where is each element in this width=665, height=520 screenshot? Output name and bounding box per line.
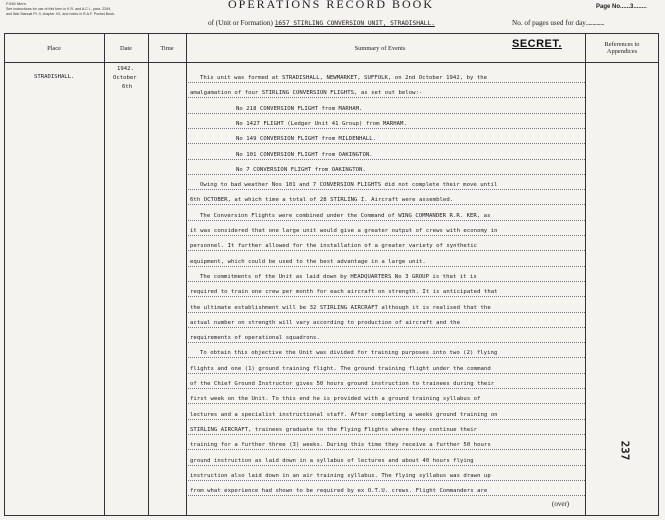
summary-line: amalgamation of four STIRLING CONVERSION FLIGHTS, as set out below:- bbox=[190, 90, 423, 97]
summary-line: of the Chief Ground Instructor gives 50 hours ground instruction to trainees during their bbox=[190, 381, 495, 387]
summary-references-divider bbox=[585, 33, 586, 516]
form-title: OPERATIONS RECORD BOOK bbox=[228, 0, 435, 11]
summary-line: 6th OCTOBER, at which time a total of 28 STIRLING I. Aircraft were assembled. bbox=[190, 197, 454, 204]
summary-line: No 149 CONVERSION FLIGHT from MILDENHALL. bbox=[236, 136, 377, 143]
ruled-line bbox=[188, 174, 585, 175]
pages-used-dots: .............. bbox=[585, 19, 605, 27]
summary-line: To obtain this objective the Unit was divided for training purposes into two (2) flying bbox=[200, 350, 498, 357]
summary-line: it was considered that one large unit would give a greater output of crews with economy in bbox=[190, 228, 498, 234]
summary-line: No 218 CONVERSION FLIGHT from MARHAM. bbox=[236, 105, 363, 112]
summary-line: actual number on strength will vary according to production of aircraft and the bbox=[190, 319, 460, 326]
summary-line: equipment, which could be used to the best advantage in a large unit. bbox=[190, 258, 426, 265]
summary-line: No 7 CONVERSION FLIGHT from OAKINGTON. bbox=[236, 166, 366, 173]
pages-used bbox=[512, 19, 604, 27]
over-note: (over) bbox=[552, 500, 570, 508]
ruled-line bbox=[188, 342, 585, 343]
header-place: Place bbox=[47, 44, 61, 52]
unit-name: 1657 STIRLING CONVERSION UNIT, STRADISHALL. bbox=[274, 20, 435, 27]
summary-line: instruction also laid down in an air training syllabus. The flying syllabus was drawn up bbox=[190, 472, 491, 479]
ruled-line bbox=[188, 388, 585, 389]
place-date-divider bbox=[104, 33, 105, 516]
ruled-line bbox=[188, 159, 585, 160]
summary-line: No 101 CONVERSION FLIGHT from OAKINGTON. bbox=[236, 151, 373, 158]
summary-line: This unit was formed at STRADISHALL, NEWMARKET, SUFFOLK, on 2nd October 1942, by the bbox=[200, 75, 488, 81]
ruled-line bbox=[188, 449, 585, 450]
header-time: Time bbox=[160, 44, 174, 52]
summary-line: ground instruction as laid down in a syllabus of lectures and about 40 hours flying bbox=[190, 457, 474, 464]
ruled-line bbox=[188, 250, 585, 251]
ruled-line bbox=[188, 327, 585, 328]
summary-line: Owing to bad weather Nos 101 and 7 CONVERSION FLIGHTS did not complete their move until bbox=[200, 182, 498, 189]
header-bottom-border bbox=[4, 62, 659, 63]
form-code: F.540 Mem. bbox=[6, 1, 27, 6]
ruled-line bbox=[188, 281, 585, 282]
entry-year: 1942. bbox=[117, 66, 134, 72]
ruled-line bbox=[188, 220, 585, 221]
ruled-line bbox=[188, 143, 585, 144]
secret-classification: SECRET. bbox=[512, 38, 562, 50]
ruled-line bbox=[188, 128, 585, 129]
archive-stamp: 237 bbox=[618, 440, 632, 461]
ruled-line bbox=[188, 82, 585, 83]
page-number: Page No......3........ bbox=[596, 4, 647, 10]
summary-line: the ultimate establishment will be 32 STIRLING AIRCRAFT although it is realised that the bbox=[190, 304, 491, 311]
summary-line: personnel. It further allowed for the installation of a greater variety of synthetic bbox=[190, 243, 478, 250]
summary-line: lectures and a specialist instructional staff. After completing a weeks ground training on bbox=[190, 411, 498, 418]
header-references: References to Appendices bbox=[604, 41, 640, 55]
ruled-line bbox=[188, 113, 585, 114]
ruled-line bbox=[188, 312, 585, 313]
unit-prefix: of (Unit or Formation) bbox=[208, 19, 273, 27]
summary-line: No 1427 FLIGHT (Ledger Unit 41 Group) from MARHAM. bbox=[236, 120, 407, 127]
form-instructions: See instructions for use of this form in K.R. and A.C.I., para. 2349, and War Manual Pt. II, chapter XX, and notes in R.A.F. Pocket Book. bbox=[6, 7, 115, 16]
ruled-line bbox=[188, 419, 585, 420]
ruled-line bbox=[188, 189, 585, 190]
header-date: Date bbox=[119, 44, 133, 52]
summary-line: from what experience had shown to be required by ex O.T.U. crews. Flight Commanders are bbox=[190, 488, 488, 495]
ruled-line bbox=[188, 465, 585, 466]
date-time-divider bbox=[148, 33, 149, 516]
summary-line: flights and one (1) ground training flight. The ground training flight under the command bbox=[190, 365, 491, 372]
entry-day: 6th bbox=[122, 84, 133, 90]
ruled-line bbox=[188, 403, 585, 404]
table-right-border bbox=[658, 33, 659, 516]
ruled-line bbox=[188, 480, 585, 481]
summary-line: STIRLING AIRCRAFT, trainees graduate to the Flying Flights where they continue their bbox=[190, 426, 478, 433]
entry-place: STRADISHALL. bbox=[34, 74, 75, 80]
table-bottom-border bbox=[4, 515, 659, 516]
summary-line: The Conversion Flights were combined under the Command of WING COMMANDER R.R. KER, as bbox=[200, 212, 491, 219]
header-summary: Summary of Events bbox=[354, 44, 406, 52]
ruled-line bbox=[188, 266, 585, 267]
ruled-line bbox=[188, 357, 585, 358]
summary-line: requirements of operational squadrons. bbox=[190, 335, 320, 342]
ruled-line bbox=[188, 495, 585, 496]
time-summary-divider bbox=[186, 33, 187, 516]
summary-line: The commitments of the Unit as laid down by HEADQUARTERS No 3 GROUP is that it is bbox=[200, 273, 477, 280]
summary-line: required to train one crew per month for each aircraft on strength. It is anticipated that bbox=[190, 289, 498, 296]
summary-line: first week on the Unit. To this end he is provided with a ground training syllabus of bbox=[190, 396, 481, 403]
ruled-line bbox=[188, 373, 585, 374]
ruled-line bbox=[188, 296, 585, 297]
ruled-line bbox=[188, 204, 585, 205]
ruled-line bbox=[188, 235, 585, 236]
entry-month: October bbox=[113, 75, 137, 81]
table-left-border bbox=[4, 33, 5, 516]
pages-used-label: No. of pages used for day bbox=[512, 19, 586, 27]
summary-line: training for a further three (3) weeks. During this time they receive a further 50 hours bbox=[190, 442, 491, 449]
ruled-line bbox=[188, 97, 585, 98]
ruled-line bbox=[188, 434, 585, 435]
unit-line bbox=[208, 19, 435, 27]
